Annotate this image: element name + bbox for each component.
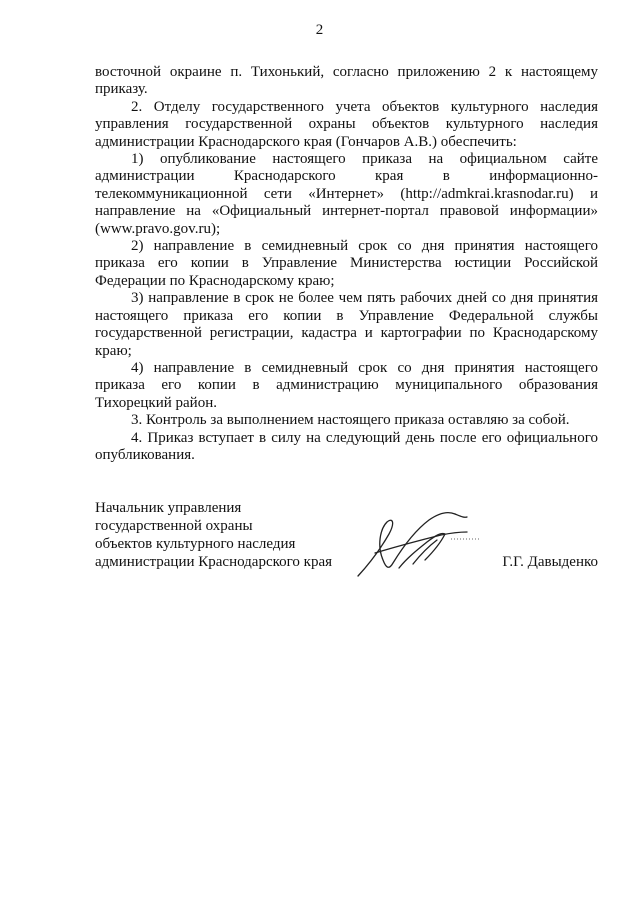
page-number: 2 [315, 22, 324, 38]
handwritten-signature [355, 506, 480, 583]
signer-position [95, 499, 332, 571]
paragraph-item-4: 4. Приказ вступает в силу на следующий день после его официального опубликования. [95, 429, 598, 463]
signer-name: Г.Г. Давыденко [502, 554, 598, 570]
signer-position-line: администрации Краснодарского края [95, 554, 333, 570]
document-body [95, 64, 598, 464]
signer-position-line: Начальник управления [95, 500, 242, 516]
paragraph-subitem-2: 2) направление в семидневный срок со дня принятия настоящего приказа его копии в Управление Министерства юстиции Российской Федерации по Краснодарскому краю; [95, 238, 598, 289]
paragraph-subitem-3: 3) направление в срок не более чем пять рабочих дней со дня принятия настоящего приказа его копии в Управление Федеральной службы государственной регистрации, кадастра и картографии по Краснодарскому краю; [95, 290, 598, 359]
paragraph-item-2: 2. Отделу государственного учета объектов культурного наследия управления государственной охраны объектов культурного наследия администрации Краснодарского края (Гончаров А.В.) обеспечить: [95, 98, 598, 150]
paragraph-item-3: 3. Контроль за выполнением настоящего приказа оставляю за собой. [131, 412, 570, 429]
paragraph-subitem-1: 1) опубликование настоящего приказа на официальном сайте администрации Краснодарского края в информационно-телекоммуникационной сети «Интернет» (http://admkrai.krasnodar.ru) и направление на «Официальный интернет-портал правовой информации» (www.pravo.gov.ru); [95, 151, 598, 237]
signer-position-line: государственной охраны [95, 518, 253, 534]
paragraph-continuation: восточной окраине п. Тихонький, согласно приложению 2 к настоящему приказу. [95, 64, 598, 98]
signer-position-line: объектов культурного наследия [95, 536, 296, 552]
paragraph-subitem-4: 4) направление в семидневный срок со дня принятия настоящего приказа его копии в администрацию муниципального образования Тихорецкий район. [95, 359, 598, 411]
